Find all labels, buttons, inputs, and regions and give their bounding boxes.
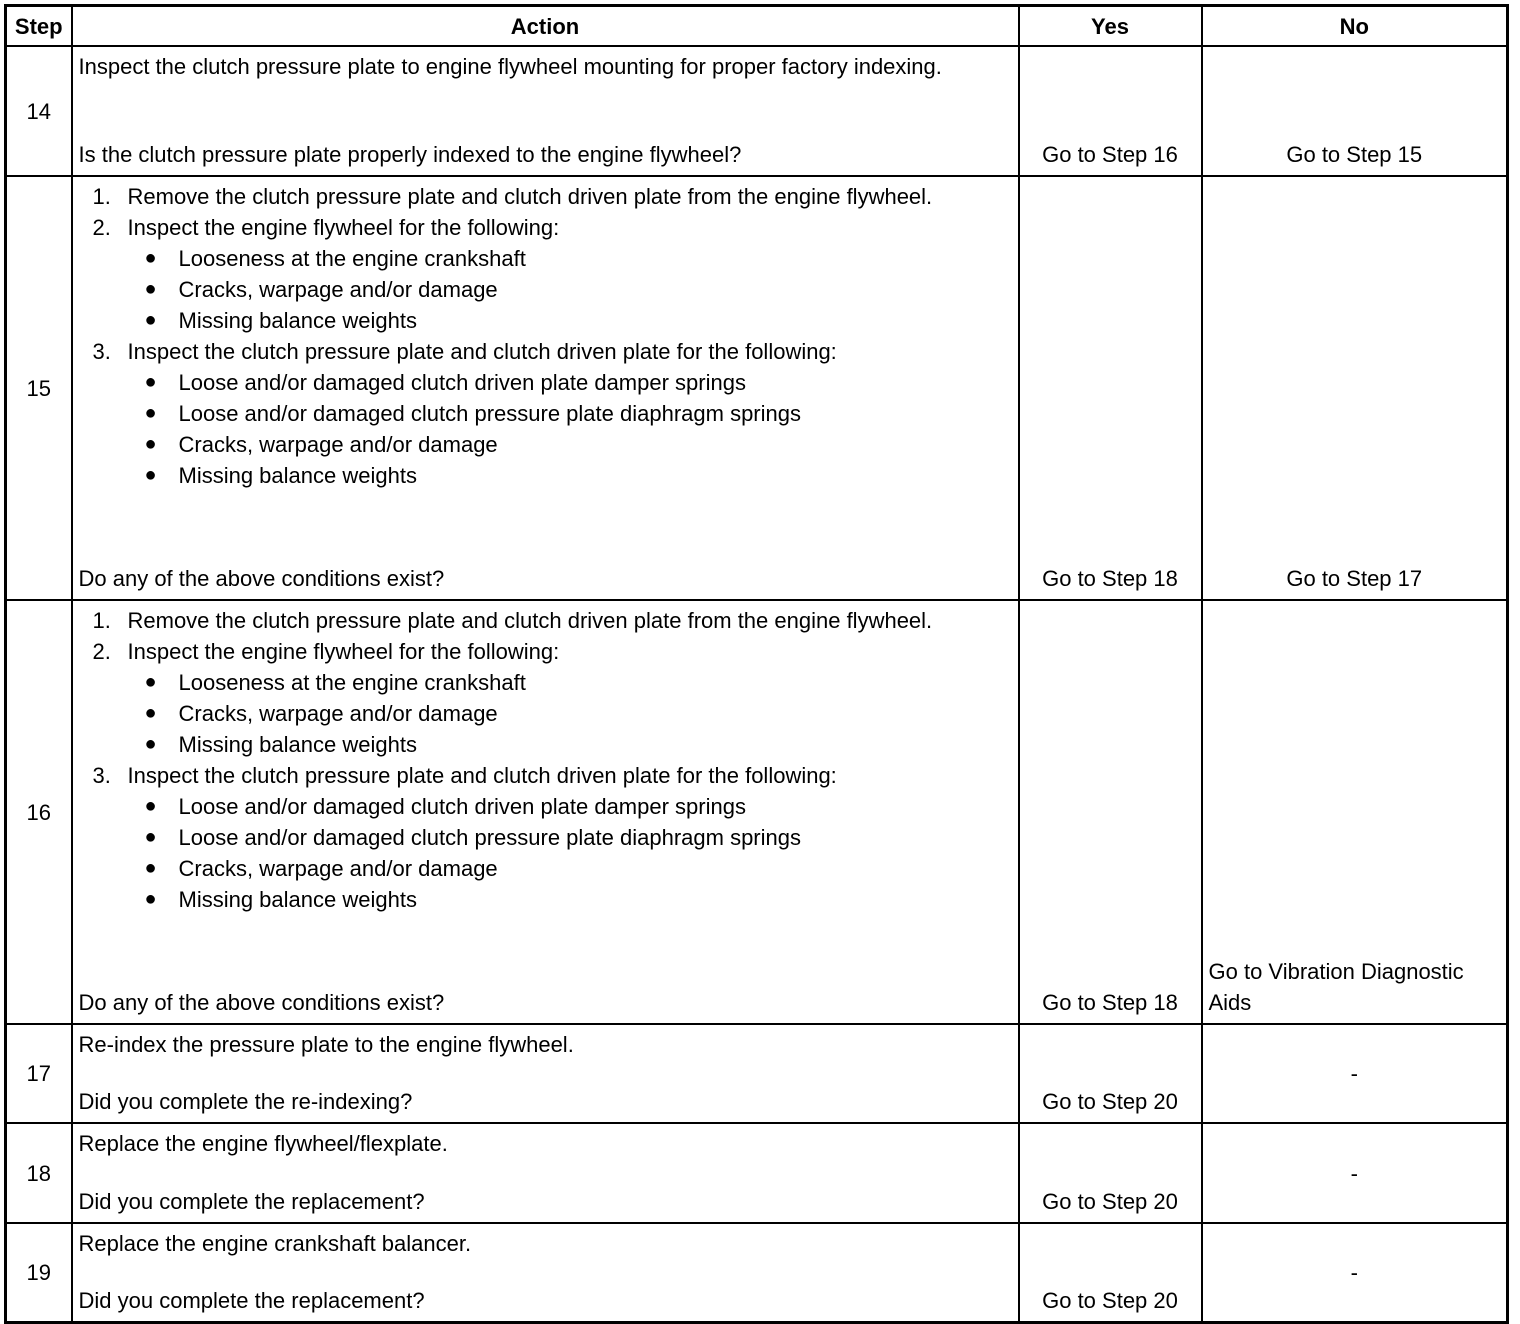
- numbered-step: [79, 212, 1012, 243]
- header-row: [6, 6, 1508, 47]
- table-row: [6, 600, 1508, 1024]
- action-instruction: Re-index the pressure plate to the engine flywheel.: [78, 1032, 574, 1057]
- action-question: Is the clutch pressure plate properly indexed to the engine flywheel?: [78, 142, 742, 167]
- action-instruction: Replace the engine crankshaft balancer.: [78, 1231, 472, 1256]
- bullet-item: [79, 305, 1012, 336]
- action-instruction: Replace the engine flywheel/flexplate.: [78, 1131, 448, 1156]
- numbered-step: [79, 636, 1012, 667]
- bullet-item: [79, 243, 1012, 274]
- action-question: Did you complete the re-indexing?: [78, 1089, 413, 1114]
- yes-result: Go to Step 16: [1019, 46, 1202, 176]
- bullet-text: Missing balance weights: [178, 732, 417, 757]
- action-content: [79, 605, 1012, 1018]
- no-result: Go to Step 17: [1202, 176, 1508, 600]
- action-question: Did you complete the replacement?: [78, 1189, 425, 1214]
- yes-result: Go to Step 20: [1019, 1123, 1202, 1223]
- bullet-text: Loose and/or damaged clutch driven plate damper springs: [178, 370, 746, 395]
- step-text: Inspect the engine flywheel for the following:: [127, 639, 560, 664]
- step-number: 14: [6, 46, 72, 176]
- header-no: No: [1202, 6, 1508, 47]
- bullet-icon: ●: [144, 795, 157, 817]
- bullet-text: Looseness at the engine crankshaft: [178, 670, 526, 695]
- bullet-icon: ●: [144, 433, 157, 455]
- bullet-text: Cracks, warpage and/or damage: [178, 277, 498, 302]
- step-index: 3.: [92, 763, 111, 788]
- step-number: 16: [6, 600, 72, 1024]
- no-result: -: [1202, 1223, 1508, 1323]
- step-index: 1.: [92, 184, 111, 209]
- bullet-item: [79, 822, 1012, 853]
- step-index: 2.: [92, 639, 111, 664]
- numbered-step: [79, 336, 1012, 367]
- numbered-step: [79, 181, 1012, 212]
- bullet-item: [79, 791, 1012, 822]
- bullet-item: [79, 698, 1012, 729]
- bullet-icon: ●: [144, 402, 157, 424]
- bullet-icon: ●: [144, 733, 157, 755]
- action-question: Do any of the above conditions exist?: [78, 566, 445, 591]
- yes-result: Go to Step 20: [1019, 1024, 1202, 1123]
- header-action: Action: [72, 6, 1019, 47]
- bullet-icon: ●: [144, 309, 157, 331]
- numbered-step: [79, 760, 1012, 791]
- header-step: Step: [6, 6, 72, 47]
- no-result: Go to Step 15: [1202, 46, 1508, 176]
- no-result: -: [1202, 1024, 1508, 1123]
- bullet-item: [79, 429, 1012, 460]
- bullet-icon: ●: [144, 371, 157, 393]
- bullet-text: Cracks, warpage and/or damage: [178, 856, 498, 881]
- step-text: Inspect the engine flywheel for the following:: [127, 215, 560, 240]
- bullet-icon: ●: [144, 464, 157, 486]
- table-row: [6, 1123, 1508, 1223]
- action-cell: [72, 1123, 1019, 1223]
- action-question: Did you complete the replacement?: [78, 1288, 425, 1313]
- step-text: Inspect the clutch pressure plate and clutch driven plate for the following:: [127, 339, 837, 364]
- step-index: 2.: [92, 215, 111, 240]
- bullet-icon: ●: [144, 278, 157, 300]
- bullet-item: [79, 398, 1012, 429]
- diagnostic-table: [4, 4, 1509, 1324]
- step-index: 3.: [92, 339, 111, 364]
- action-content: [79, 1029, 1012, 1117]
- step-number: 19: [6, 1223, 72, 1323]
- bullet-item: [79, 729, 1012, 760]
- action-content: [79, 51, 1012, 170]
- bullet-icon: ●: [144, 857, 157, 879]
- action-content: [79, 1128, 1012, 1217]
- no-result: -: [1202, 1123, 1508, 1223]
- bullet-icon: ●: [144, 671, 157, 693]
- bullet-item: [79, 460, 1012, 491]
- action-instruction: Inspect the clutch pressure plate to engine flywheel mounting for proper factory indexing.: [78, 54, 942, 79]
- yes-result: Go to Step 20: [1019, 1223, 1202, 1323]
- bullet-text: Missing balance weights: [178, 308, 417, 333]
- action-cell: [72, 46, 1019, 176]
- bullet-icon: ●: [144, 247, 157, 269]
- action-cell: [72, 1223, 1019, 1323]
- step-number: 18: [6, 1123, 72, 1223]
- bullet-text: Loose and/or damaged clutch pressure plate diaphragm springs: [178, 825, 801, 850]
- action-question: Do any of the above conditions exist?: [78, 990, 445, 1015]
- step-text: Remove the clutch pressure plate and clutch driven plate from the engine flywheel.: [127, 608, 933, 633]
- bullet-text: Looseness at the engine crankshaft: [178, 246, 526, 271]
- action-content: [79, 181, 1012, 594]
- table-row: [6, 1024, 1508, 1123]
- table-row: [6, 46, 1508, 176]
- bullet-item: [79, 274, 1012, 305]
- bullet-icon: ●: [144, 888, 157, 910]
- bullet-text: Missing balance weights: [178, 887, 417, 912]
- step-number: 17: [6, 1024, 72, 1123]
- bullet-item: [79, 667, 1012, 698]
- table-row: [6, 176, 1508, 600]
- bullet-text: Loose and/or damaged clutch pressure plate diaphragm springs: [178, 401, 801, 426]
- bullet-item: [79, 367, 1012, 398]
- no-result: Go to Vibration Diagnostic Aids: [1202, 600, 1508, 1024]
- yes-result: Go to Step 18: [1019, 600, 1202, 1024]
- action-content: [79, 1228, 1012, 1316]
- step-number: 15: [6, 176, 72, 600]
- table-row: [6, 1223, 1508, 1323]
- bullet-text: Missing balance weights: [178, 463, 417, 488]
- header-yes: Yes: [1019, 6, 1202, 47]
- yes-result: Go to Step 18: [1019, 176, 1202, 600]
- bullet-item: [79, 884, 1012, 915]
- action-cell: [72, 176, 1019, 600]
- bullet-text: Cracks, warpage and/or damage: [178, 701, 498, 726]
- step-index: 1.: [92, 608, 111, 633]
- bullet-text: Loose and/or damaged clutch driven plate damper springs: [178, 794, 746, 819]
- action-cell: [72, 1024, 1019, 1123]
- bullet-icon: ●: [144, 702, 157, 724]
- step-text: Inspect the clutch pressure plate and clutch driven plate for the following:: [127, 763, 837, 788]
- bullet-text: Cracks, warpage and/or damage: [178, 432, 498, 457]
- bullet-item: [79, 853, 1012, 884]
- bullet-icon: ●: [144, 826, 157, 848]
- action-cell: [72, 600, 1019, 1024]
- step-text: Remove the clutch pressure plate and clutch driven plate from the engine flywheel.: [127, 184, 933, 209]
- numbered-step: [79, 605, 1012, 636]
